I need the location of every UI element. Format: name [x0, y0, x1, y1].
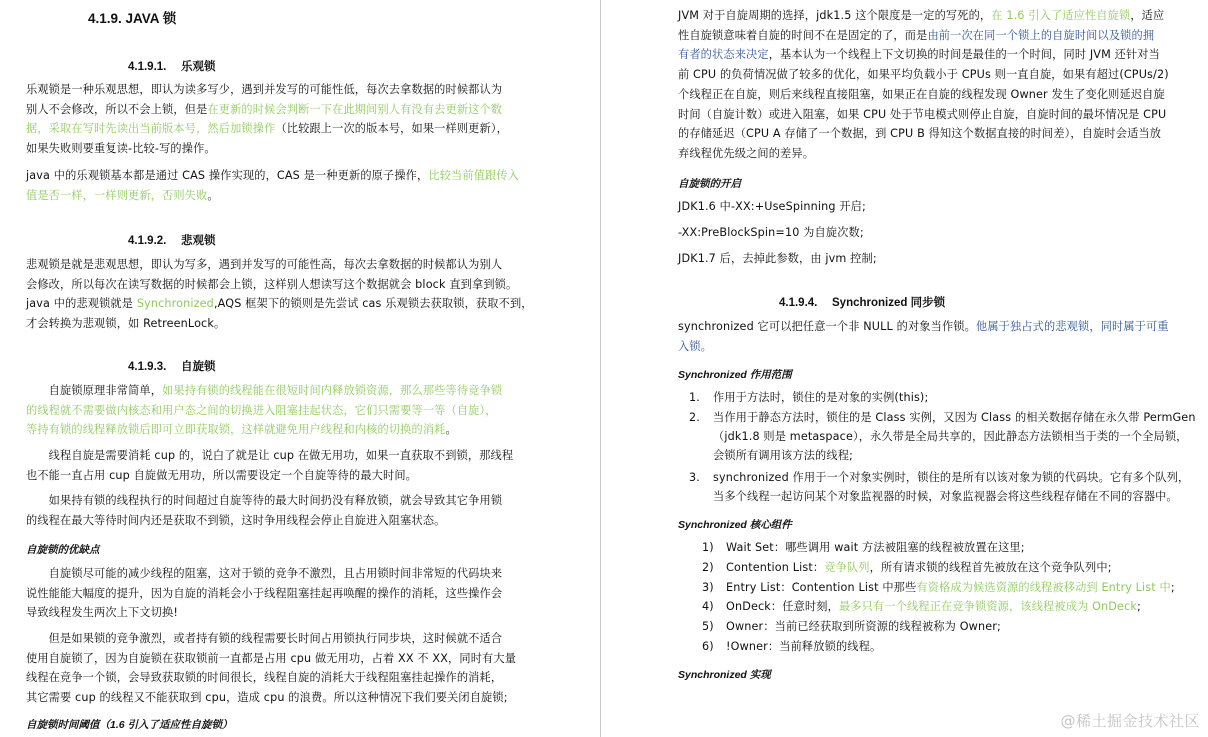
text-run: 但是如果锁的竞争激烈，或者持有锁的线程需要长时间占用锁执行同步块，这时候就不适合 — [26, 632, 503, 645]
highlighted-text: 比较当前值跟传入 — [428, 169, 520, 182]
highlighted-text: 入锁。 — [678, 339, 713, 353]
text-line — [678, 106, 1166, 122]
text-run: 自旋锁尽可能的减少线程的阻塞，这对于锁的竞争不激烈，且占用锁时间非常短的代码块来 — [26, 567, 503, 580]
list-text: synchronized 作用于一个对象实例时，锁住的是所有以该对象为锁的代码块。它有多个队列， — [713, 471, 1190, 484]
scope-list-item — [689, 469, 1189, 485]
core-list-item — [702, 579, 1175, 595]
text-line — [26, 512, 446, 528]
text-line — [26, 315, 225, 331]
text-run: 乐观锁是一种乐观思想，即认为读多写少，遇到并发写的可能性低，每次去拿数据的时候都认为 — [26, 83, 503, 96]
text-line — [26, 669, 502, 685]
text-line — [26, 187, 219, 203]
highlighted-text: 竞争队列 — [824, 560, 870, 574]
heading-spin-lock: 4.1.9.3. 自旋锁 — [128, 361, 216, 373]
text-run: ; — [1170, 580, 1175, 594]
text-run: Entry List：Contention List 中那些 — [726, 580, 917, 594]
text-run: 才会转换为悲观锁，如 RetreenLock。 — [26, 316, 226, 330]
list-number: 3) — [702, 580, 714, 594]
text-run: 。 — [445, 423, 457, 436]
text-line — [678, 27, 1154, 43]
text-line — [678, 46, 1160, 62]
scope-list-item — [713, 488, 1178, 504]
text-run: 线程在竞争一个锁，会导致获取锁的时间很长，线程自旋的消耗大于线程阻塞挂起操作的消耗， — [26, 671, 503, 684]
subheading-spin-threshold: 自旋锁时间阈值（1.6 引入了适应性自旋锁） — [26, 719, 233, 731]
text-run: Contention List： — [726, 560, 825, 574]
text-run: java 中的乐观锁基本都是通过 CAS 操作实现的，CAS 是一种更新的原子操作， — [26, 169, 429, 182]
text-line — [26, 467, 417, 483]
highlighted-text: 在 1.6 引入了适应性自旋锁 — [991, 9, 1131, 22]
text-run: JVM 对于自旋周期的选择，jdk1.5 这个限度是一定的写死的， — [678, 9, 992, 22]
text-run: ，基本认为一个线程上下文切换的时间是最佳的一个时间，同时 JVM 还针对当 — [768, 48, 1160, 62]
text-run: 弃线程优先级之间的差异。 — [678, 146, 815, 160]
list-number: 4) — [702, 600, 714, 614]
list-text: 当作用于静态方法时，锁住的是 Class 实例，又因为 Class 的相关数据存储在永久带 PermGen — [713, 411, 1196, 424]
text-run: ,AQS 框架下的锁则是先尝试 cas 乐观锁去获取锁，获取不到， — [213, 297, 533, 310]
text-run: 会修改，所以每次在读写数据的时候都会上锁，这样别人想读写这个数据就会 block 直到拿到锁。 — [26, 277, 518, 291]
text-line — [26, 382, 502, 398]
core-list-item — [702, 618, 1001, 634]
text-run: 时间（自旋计数）或进入阻塞，如果 CPU 处于节电模式则停止自旋，自旋时间的最坏情况是 CPU — [678, 107, 1167, 121]
text-run: 如果持有锁的线程执行的时间超过自旋等待的最大时间扔没有释放锁，就会导致其它争用锁 — [26, 494, 503, 507]
text-run: 其它需要 cup 的线程又不能获取到 cpu，造成 cpu 的浪费。所以这种情况下我们要关闭自旋锁; — [26, 690, 508, 704]
text-run: 使用自旋锁了，因为自旋锁在获取锁前一直都是占用 cpu 做无用功，占着 XX 不 XX，同时有大量 — [26, 651, 517, 665]
text-line — [26, 81, 502, 97]
text-run: ，所有请求锁的线程首先被放在这个竞争队列中; — [869, 560, 1112, 574]
text-run: 线程自旋是需要消耗 cup 的，说白了就是让 cup 在做无用功，如果一直获取不到锁，那线程 — [26, 449, 514, 462]
text-run: 说性能能大幅度的提升，因为自旋的消耗会小于线程阻塞挂起再唤醒的操作的消耗，这些操作会 — [26, 586, 503, 600]
highlighted-text: 在更新的时候会判断一下在此期间别人有没有去更新这个数 — [207, 102, 503, 116]
text-run: 导致线程发生两次上下文切换! — [26, 606, 179, 619]
list-text: 作用于方法时，锁住的是对象的实例(this); — [713, 391, 929, 404]
highlighted-text: 有资格成为候选资源的线程被移动到 Entry List 中 — [916, 580, 1171, 594]
text-line — [678, 145, 814, 161]
document-page-right — [601, 0, 1208, 737]
text-run: 前 CPU 的负荷情况做了较多的优化，如果平均负载小于 CPUs 则一直自旋，如果有超过(CPUs/2) — [678, 68, 1169, 82]
text-line — [26, 140, 216, 156]
text-run: 。 — [207, 188, 219, 202]
text-line — [26, 650, 516, 666]
text-line — [678, 318, 1169, 334]
text-run: 如果失败则要重复读-比较-写的操作。 — [26, 141, 216, 155]
list-number: 1) — [702, 541, 714, 554]
scope-list-item — [713, 428, 1188, 444]
heading-optimistic-lock: 4.1.9.1. 乐观锁 — [128, 61, 216, 73]
highlighted-text: 他属于独占式的悲观锁，同时属于可重 — [975, 320, 1169, 333]
text-run: 自旋锁原理非常简单， — [26, 384, 163, 397]
enable-line-3: JDK1.7 后，去掉此参数，由 jvm 控制; — [678, 252, 877, 265]
text-line — [26, 604, 178, 620]
list-number: 2) — [702, 560, 714, 574]
highlighted-text: 有者的状态来决定 — [678, 48, 769, 62]
scope-list-item — [713, 447, 853, 463]
list-text: 会锁所有调用该方法的线程; — [713, 449, 853, 462]
highlighted-text: 值是否一样，一样则更新，否则失败 — [26, 188, 208, 202]
highlighted-text: 如果持有锁的线程能在很短时间内释放锁资源，那么那些等待竞争锁 — [162, 384, 503, 397]
highlighted-text: 最多只有一个线程正在竞争锁资源，该线程被成为 OnDeck — [838, 600, 1138, 614]
highlighted-text: Synchronized — [136, 297, 214, 310]
text-run: !Owner：当前释放锁的线程。 — [726, 640, 882, 653]
list-number: 5) — [702, 620, 714, 634]
text-line — [26, 447, 513, 463]
text-line — [26, 120, 508, 136]
watermark: @稀土掘金技术社区 — [1060, 712, 1200, 730]
text-run: 也不能一直占用 cup 自旋做无用功，所以需要设定一个自旋等待的最大时间。 — [26, 468, 418, 482]
text-run: synchronized 它可以把任意一个非 NULL 的对象当作锁。 — [678, 320, 976, 333]
text-line — [26, 167, 519, 183]
subheading-sync-core: Synchronized 核心组件 — [678, 519, 792, 531]
text-line — [678, 7, 1164, 23]
document-page-left — [0, 0, 600, 737]
list-number: 2. — [689, 411, 700, 424]
text-line — [26, 585, 502, 601]
heading-pessimistic-lock: 4.1.9.2. 悲观锁 — [128, 235, 216, 247]
core-list-item — [702, 539, 1025, 555]
text-line — [26, 402, 497, 418]
highlighted-text: 由前一次在同一个锁上的自旋时间以及锁的拥 — [927, 28, 1155, 42]
text-line — [678, 86, 1165, 102]
enable-line-2: -XX:PreBlockSpin=10 为自旋次数; — [678, 226, 864, 239]
text-line — [26, 276, 517, 292]
text-line — [26, 630, 502, 646]
text-run: 性自旋锁意味着自旋的时间不在是固定的了，而是 — [678, 28, 928, 42]
list-number: 6) — [702, 640, 714, 653]
text-run: OnDeck：任意时刻， — [726, 600, 839, 614]
text-run: Wait Set：哪些调用 wait 方法被阻塞的线程被放置在这里; — [726, 541, 1025, 554]
text-run: 的存储延迟（CPU A 存储了一个数据，到 CPU B 得知这个数据直接的时间差），自旋时会适当放 — [678, 127, 1162, 141]
text-line — [26, 689, 508, 705]
scope-list-item — [689, 389, 928, 405]
scope-list-item — [689, 409, 1196, 425]
list-text: （jdk1.8 则是 metaspace），永久带是全局共享的，因此静态方法锁相当于类的一个全局锁， — [713, 430, 1188, 443]
list-number: 1. — [689, 391, 700, 404]
text-line — [26, 565, 502, 581]
text-line — [26, 295, 533, 311]
heading-java-locks: 4.1.9. JAVA 锁 — [88, 11, 177, 26]
core-list-item — [702, 638, 881, 654]
text-run: Owner：当前已经获取到所资源的线程被称为 Owner; — [726, 620, 1001, 634]
subheading-spin-pros-cons: 自旋锁的优缺点 — [26, 544, 100, 556]
text-line — [26, 256, 502, 272]
subheading-sync-scope: Synchronized 作用范围 — [678, 369, 792, 381]
list-text: 当多个线程一起访问某个对象监视器的时候，对象监视器会将这些线程存储在不同的容器中。 — [713, 490, 1178, 503]
text-run: 个线程正在自旋，则后来线程直接阻塞，如果正在自旋的线程发现 Owner 发生了变化则延迟自旋 — [678, 87, 1165, 101]
text-run: 的线程在最大等待时间内还是获取不到锁，这时争用线程会停止自旋进入阻塞状态。 — [26, 513, 446, 527]
text-run: 悲观锁是就是悲观思想，即认为写多，遇到并发写的可能性高，每次去拿数据的时候都认为别人 — [26, 258, 503, 271]
text-line — [26, 421, 457, 437]
text-run: ，适应 — [1130, 9, 1165, 22]
highlighted-text: 的线程就不需要做内核态和用户态之间的切换进入阻塞挂起状态，它们只需要等一等（自旋）， — [26, 403, 497, 417]
text-run: java 中的悲观锁就是 — [26, 297, 137, 310]
list-number: 3. — [689, 471, 700, 484]
text-run: （比较跟上一次的版本号，如果一样则更新）， — [275, 122, 508, 135]
subheading-spin-enable: 自旋锁的开启 — [678, 178, 741, 190]
core-list-item — [702, 598, 1141, 614]
text-run: 别人不会修改，所以不会上锁，但是 — [26, 102, 208, 116]
heading-synchronized: 4.1.9.4. Synchronized 同步锁 — [779, 297, 946, 309]
text-line — [678, 66, 1169, 82]
text-line — [678, 125, 1161, 141]
text-run: ; — [1137, 600, 1141, 614]
text-line — [678, 338, 712, 354]
text-line — [26, 492, 502, 508]
highlighted-text: 据，采取在写时先读出当前版本号，然后加锁操作 — [26, 122, 276, 135]
text-line — [26, 101, 502, 117]
core-list-item — [702, 559, 1112, 575]
subheading-sync-impl: Synchronized 实现 — [678, 669, 771, 681]
highlighted-text: 等持有锁的线程释放锁后即可立即获取锁，这样就避免用户线程和内核的切换的消耗 — [26, 423, 446, 436]
enable-line-1: JDK1.6 中-XX:+UseSpinning 开启; — [678, 200, 866, 213]
